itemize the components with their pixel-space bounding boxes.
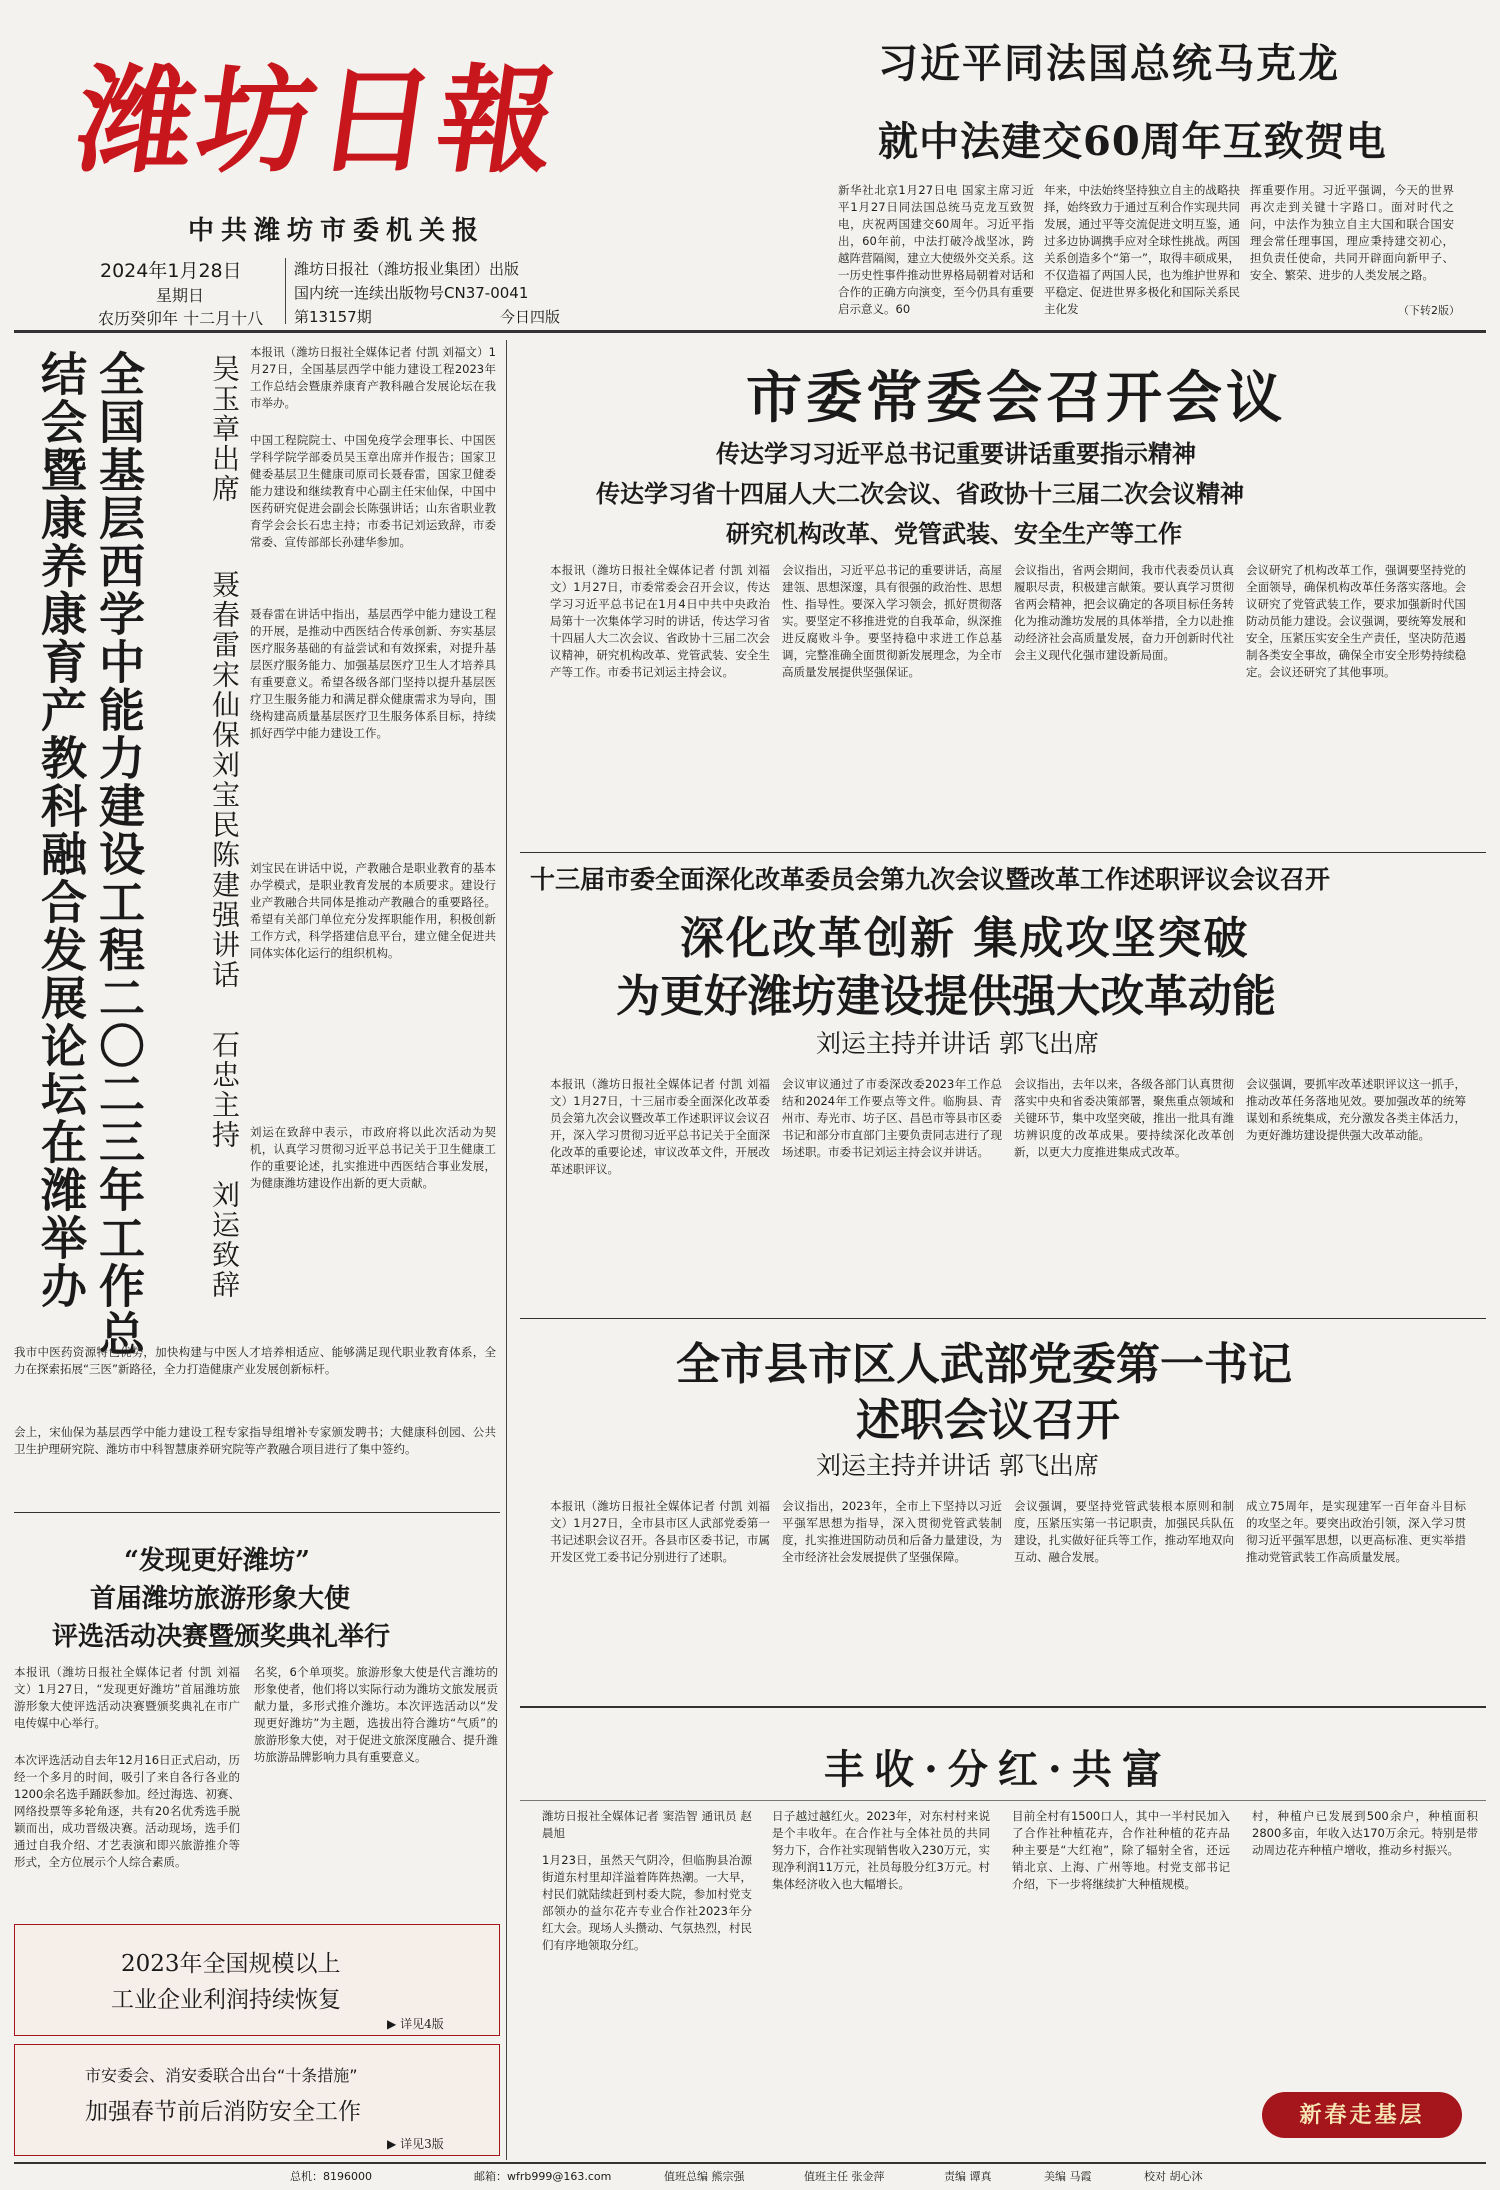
notice-2-ref — [387, 2135, 444, 2152]
notice-box-1[interactable] — [14, 1924, 500, 2036]
reform-col-1: 本报讯（潍坊日报社全媒体记者 付凯 刘福文）1月27日，十三届市委全面深化改革委员会第九次会议暨改革工作述职评议会议召开，深入学习贯彻习近平总书记关于全面深化改革的重要论述，审议改革文件，开展改革述职评议。 — [550, 1077, 770, 1176]
top-story-col-2: 年来，中法始终坚持独立自主的战略抉择，始终致力于通过互利合作实现共同发展，通过平等交流促进文明互鉴，通过多边协调携手应对全球性挑战。两国关系创造多个“第一”，取得丰硕成果，不仅造福了两国人民，也为维护世界和平稳定、促进世界多极化和国际关系民主化发 — [1044, 183, 1240, 316]
af-col-3: 会议强调，要坚持党管武装根本原则和制度，压紧压实第一书记职责，加强民兵队伍建设，扎实做好征兵等工作，推动军地双向互动、融合发展。 — [1014, 1499, 1234, 1564]
masthead-rule — [14, 330, 1486, 333]
reform-kicker: 十三届市委全面深化改革委员会第九次会议暨改革工作述职评议会议召开 — [530, 865, 1331, 894]
footer-rule — [14, 2162, 1486, 2164]
sc-col-2: 会议指出，习近平总书记的重要讲话，高屋建瓴、思想深邃，具有很强的政治性、思想性、指导性。要深入学习领会，抓好贯彻落实。要坚定不移推进党的自我革命，纵深推进反腐败斗争。要坚持稳中求进工作总基调，完整准确全面贯彻新发展理念，为全市高质量发展提供坚强保证。 — [782, 563, 1002, 679]
left-main-title: 全国基层西学中能力建设工程二〇二三年工作总结会暨康养康育产教科融合发展论坛在潍举办 — [34, 350, 146, 1358]
publisher: 潍坊日报社（潍坊报业集团）出版 — [294, 260, 520, 278]
arrow-right-icon: ▶ — [387, 2137, 397, 2151]
issue-number: 第13157期 — [294, 308, 372, 326]
spring-grassroots-badge — [1262, 2092, 1462, 2138]
top-story-continue: （下转2版） — [1398, 304, 1460, 317]
footer-proofreader: 校对 胡心沐 — [1144, 2170, 1203, 2183]
tourism-byline: 本报讯（潍坊日报社全媒体记者 付凯 刘福文）1月27日，“发现更好潍坊”首届潍坊旅游形象大使评选活动决赛暨颁奖典礼在市广电传媒中心举行。 — [14, 1665, 240, 1730]
footer-editor: 责编 谭真 — [944, 2170, 992, 2183]
harvest-byline: 潍坊日报社全媒体记者 窦浩智 通讯员 赵晨旭 — [542, 1809, 752, 1840]
af-col-1: 本报讯（潍坊日报社全媒体记者 付凯 刘福文）1月27日，全市县市区人武部党委第一书记述职会议召开。各县市区委书记，市属开发区党工委书记分别进行了述职。 — [550, 1499, 770, 1564]
footer-duty-editor: 值班总编 熊宗强 — [664, 2170, 745, 2183]
reform-story — [520, 856, 1486, 1316]
top-story-title-2: 就中法建交60周年互致贺电 — [878, 118, 1387, 165]
af-leaders: 刘运主持并讲话 郭飞出席 — [816, 1451, 1099, 1480]
left-subtitle-2: 聂春雷宋仙保刘宝民陈建强讲话 — [208, 570, 241, 990]
top-story — [838, 22, 1458, 322]
arrow-right-icon: ▶ — [387, 2017, 397, 2031]
footer-director: 值班主任 张金萍 — [804, 2170, 885, 2183]
tourism-body-2: 名奖，6个单项奖。旅游形象大使是代言潍坊的形象使者，他们将以实际行动为潍坊文旅发展贡献力量，多形式推介潍坊。本次评选活动以“发现更好潍坊”为主题，选拔出符合潍坊“气质”的旅游形象大使，对于促进文旅深度融合、提升潍坊旅游品牌影响力具有重要意义。 — [254, 1665, 498, 1764]
notice-1-title-2: 工业企业利润持续恢复 — [111, 1987, 341, 2013]
sc-col-4: 会议研究了机构改革工作，强调要坚持党的全面领导，确保机构改革任务落实落地。会议研究了党管武装工作，要求加强新时代国防动员能力建设。会议强调，要统筹发展和安全，压紧压实安全生产责任，坚决防范遏制各类安全事故，确保全市安全形势持续稳定。会议还研究了其他事项。 — [1246, 563, 1466, 679]
masthead-divider — [285, 258, 286, 324]
tourism-body-1: 本次评选活动自去年12月16日正式启动，历经一个多月的时间，吸引了来自各行各业的1200余名选手踊跃参加。经过海选、初赛、网络投票等多轮角逐，共有20名优秀选手脱颖而出，成功晋级决赛。活动现场，选手们通过自我介绍、才艺表演和即兴旅游推介等形式，全方位展示个人综合素质。 — [14, 1753, 240, 1869]
harvest-title-rule — [520, 1800, 1486, 1801]
left-story-rule — [14, 1512, 500, 1513]
af-title-1: 全市县市区人武部党委第一书记 — [676, 1339, 1292, 1390]
left-subtitle-1: 吴玉章出席 — [208, 354, 241, 504]
masthead — [60, 18, 640, 328]
sc-col-3: 会议指出，省两会期间，我市代表委员认真履职尽责，积极建言献策。要认真学习贯彻省两会精神，把会议确定的各项目标任务转化为推动潍坊发展的具体举措，全力以赴推动经济社会高质量发展，奋力开创新时代社会主义现代化强市建设新局面。 — [1014, 563, 1234, 662]
left-body-2: 聂春雷在讲话中指出，基层西学中能力建设工程的开展，是推动中西医结合传承创新、夯实基层医疗服务基础的有益尝试和有效探索，对提升基层医疗服务能力、加强基层医疗卫生人才培养具有重要意义。希望各级各部门坚持以提升基层医疗卫生服务能力和满足群众健康需求为导向，围绕构建高质量基层医疗卫生服务体系目标，持续抓好西学中能力建设工作。 — [250, 607, 496, 740]
sc-col-1: 本报讯（潍坊日报社全媒体记者 付凯 刘福文）1月27日，市委常委会召开会议，传达学习习近平总书记在1月4日中共中央政治局第十一次集体学习时的讲话，传达学习省十四届人大二次会议、省政协十三届二次会议精神，研究机构改革、党管武装、安全生产等工作。市委书记刘运主持会议。 — [550, 563, 770, 679]
sc-subtitle-3: 研究机构改革、党管武装、安全生产等工作 — [726, 519, 1182, 548]
footer-designer: 美编 马霞 — [1044, 2170, 1092, 2183]
notice-2-ref-label: 详见3版 — [400, 2137, 444, 2151]
harvest-col-4: 村，种植户已发展到500余户，种植面积2800多亩，年收入达170万余元。特别是带动周边花卉种植户增收，推动乡村振兴。 — [1252, 1809, 1478, 1857]
issue-weekday: 星期日 — [156, 286, 205, 305]
left-byline: 本报讯（潍坊日报社全媒体记者 付凯 刘福文）1月27日，全国基层西学中能力建设工程2023年工作总结会暨康养康育产教科融合发展论坛在我市举办。 — [250, 345, 496, 410]
tourism-title-quote: “发现更好潍坊” — [124, 1546, 310, 1576]
reform-col-4: 会议强调，要抓牢改革述职评议这一抓手，推动改革任务落地见效。要加强改革的统筹谋划和系统集成，充分激发各类主体活力，为更好潍坊建设提供强大改革动能。 — [1246, 1077, 1466, 1142]
left-body-4: 刘运在致辞中表示，市政府将以此次活动为契机，认真学习贯彻习近平总书记关于卫生健康工作的重要论述，扎实推进中西医结合事业发展，为健康潍坊建设作出新的更大贡献。 — [250, 1125, 496, 1190]
af-rule — [520, 1706, 1486, 1708]
masthead-subtitle: 中共潍坊市委机关报 — [188, 216, 486, 246]
sc-title: 市委常委会召开会议 — [746, 365, 1286, 431]
left-subtitle-4: 刘运致辞 — [208, 1180, 241, 1300]
left-story — [14, 340, 500, 1500]
tourism-story — [14, 1518, 500, 1918]
tourism-title-2: 首届潍坊旅游形象大使 — [90, 1584, 351, 1614]
standing-committee-story — [520, 340, 1486, 846]
af-title-2: 述职会议召开 — [856, 1395, 1120, 1446]
harvest-title: 丰收·分红·共富 — [824, 1746, 1172, 1793]
notice-1-ref-label: 详见4版 — [400, 2017, 444, 2031]
left-column-divider — [506, 340, 507, 2160]
reform-leaders: 刘运主持并讲话 郭飞出席 — [816, 1029, 1099, 1058]
left-subtitle-3: 石忠主持 — [208, 1030, 241, 1150]
newspaper-logo: 潍坊日報 — [69, 53, 569, 189]
notice-box-2[interactable] — [14, 2044, 500, 2156]
footer-email: 邮箱：wfrb999@163.com — [474, 2170, 612, 2183]
lunar-date: 农历癸卯年 十二月十八 — [98, 309, 264, 328]
reform-col-3: 会议指出，去年以来，各级各部门认真贯彻落实中央和省委决策部署，聚焦重点领域和关键环节，集中攻坚突破，推出一批具有潍坊辨识度的改革成果。要持续深化改革创新，以更大力度推进集成式改革。 — [1014, 1077, 1234, 1159]
af-col-4: 成立75周年，是实现建军一百年奋斗目标的攻坚之年。要突出政治引领，深入学习贯彻习近平强军思想，以更高标准、更实举措推动党管武装工作高质量发展。 — [1246, 1499, 1466, 1564]
tourism-title-3: 评选活动决赛暨颁奖典礼举行 — [52, 1622, 391, 1652]
harvest-col-3: 目前全村有1500口人，其中一半村民加入了合作社种植花卉，合作社种植的花卉品种主要是“大红袍”，除了辐射全省，还远销北京、上海、广州等地。村党支部书记介绍，下一步将继续扩大种植规模。 — [1012, 1809, 1230, 1891]
left-body-5: 我市中医药资源特色优势，加快构建与中医人才培养相适应、能够满足现代职业教育体系，全力在探索拓展“三医”新路径，全力打造健康产业发展创新标杆。 — [14, 1345, 496, 1376]
af-col-2: 会议指出，2023年，全市上下坚持以习近平强军思想为指导，深入贯彻党管武装制度，扎实推进国防动员和后备力量建设，为全市经济社会发展提供了坚强保障。 — [782, 1499, 1002, 1564]
harvest-col-1: 1月23日，虽然天气阴冷，但临朐县冶源街道东村里却洋溢着阵阵热潮。一大早，村民们就陆续赶到村委大院，参加村党支部领办的益尔花卉专业合作社2023年分红大会。现场人头攒动、气氛热烈，村民们有序地领取分红。 — [542, 1853, 752, 1952]
cn-number: 国内统一连续出版物号CN37-0041 — [294, 284, 529, 302]
page-count: 今日四版 — [500, 308, 561, 326]
left-body-3: 刘宝民在讲话中说，产教融合是职业教育的基本办学模式，是职业教育发展的本质要求。建设行业产教融合共同体是推动产教融合的重要路径。希望有关部门单位充分发挥职能作用，积极创新工作方式，科学搭建信息平台，建立健全促进共同体实体化运行的组织机构。 — [250, 861, 496, 960]
left-body-6: 会上，宋仙保为基层西学中能力建设工程专家指导组增补专家颁发聘书；大健康科创园、公共卫生护理研究院、潍坊市中科智慧康养研究院等产教融合项目进行了集中签约。 — [14, 1425, 496, 1456]
issue-date: 2024年1月28日 — [100, 260, 242, 282]
top-story-col-3: 挥重要作用。习近平强调，今天的世界再次走到关键十字路口。面对时代之问，中法作为独立自主大国和联合国安理会常任理事国，理应秉持建交初心，担负责任使命，共同开辟面向新甲子、安全、繁荣、进步的人类发展之路。 — [1250, 183, 1454, 282]
sc-subtitle-1: 传达学习习近平总书记重要讲话重要指示精神 — [716, 439, 1196, 468]
left-body-1: 中国工程院院士、中国免疫学会理事长、中国医学科学院学部委员吴玉章出席并作报告；国家卫健委基层卫生健康司原司长聂春雷，国家卫健委能力建设和继续教育中心副主任宋仙保，中国中医药研究促进会副会长陈强讲话；山东省职业教育学会会长石忠主持；市委书记刘运致辞，市委常委、宣传部部长孙建华参加。 — [250, 433, 496, 549]
harvest-col-2: 日子越过越红火。2023年，对东村村来说是个丰收年。在合作社与全体社员的共同努力下，合作社实现销售收入230万元，实现净利润11万元，社员每股分红3万元。村集体经济收入也大幅增长。 — [772, 1809, 990, 1891]
footer — [14, 2168, 1486, 2186]
reform-title-1: 深化改革创新 集成攻坚突破 — [680, 913, 1250, 964]
armed-forces-story — [520, 1322, 1486, 1702]
notice-1-title-1: 2023年全国规模以上 — [121, 1951, 341, 1977]
reform-rule — [520, 1318, 1486, 1319]
reform-title-2: 为更好潍坊建设提供强大改革动能 — [616, 971, 1276, 1022]
notice-1-ref — [387, 2015, 444, 2032]
reform-col-2: 会议审议通过了市委深改委2023年工作总结和2024年工作要点等文件。临朐县、青州市、寿光市、坊子区、昌邑市等县市区委书记和部分市直部门主要负责同志进行了现场述职。市委书记刘运主持会议并讲话。 — [782, 1077, 1002, 1159]
notice-2-title: 加强春节前后消防安全工作 — [85, 2099, 361, 2125]
sc-rule — [520, 852, 1486, 853]
top-story-col-1: 新华社北京1月27日电 国家主席习近平1月27日同法国总统马克龙互致贺电，庆祝两国建交60周年。习近平指出，60年前，中法打破冷战坚冰，跨越阵营隔阂，建立大使级外交关系。这一历史性事件推动世界格局朝着对话和合作的正确方向演变，至今仍具有重要启示意义。60 — [838, 183, 1034, 316]
notice-2-kicker: 市安委会、消安委联合出台“十条措施” — [85, 2066, 358, 2085]
footer-phone: 总机：8196000 — [290, 2170, 372, 2183]
harvest-story — [520, 1712, 1486, 2158]
sc-subtitle-2: 传达学习省十四届人大二次会议、省政协十三届二次会议精神 — [596, 479, 1244, 508]
spring-badge-label: 新春走基层 — [1299, 2102, 1425, 2128]
top-story-title-1: 习近平同法国总统马克龙 — [878, 40, 1340, 87]
